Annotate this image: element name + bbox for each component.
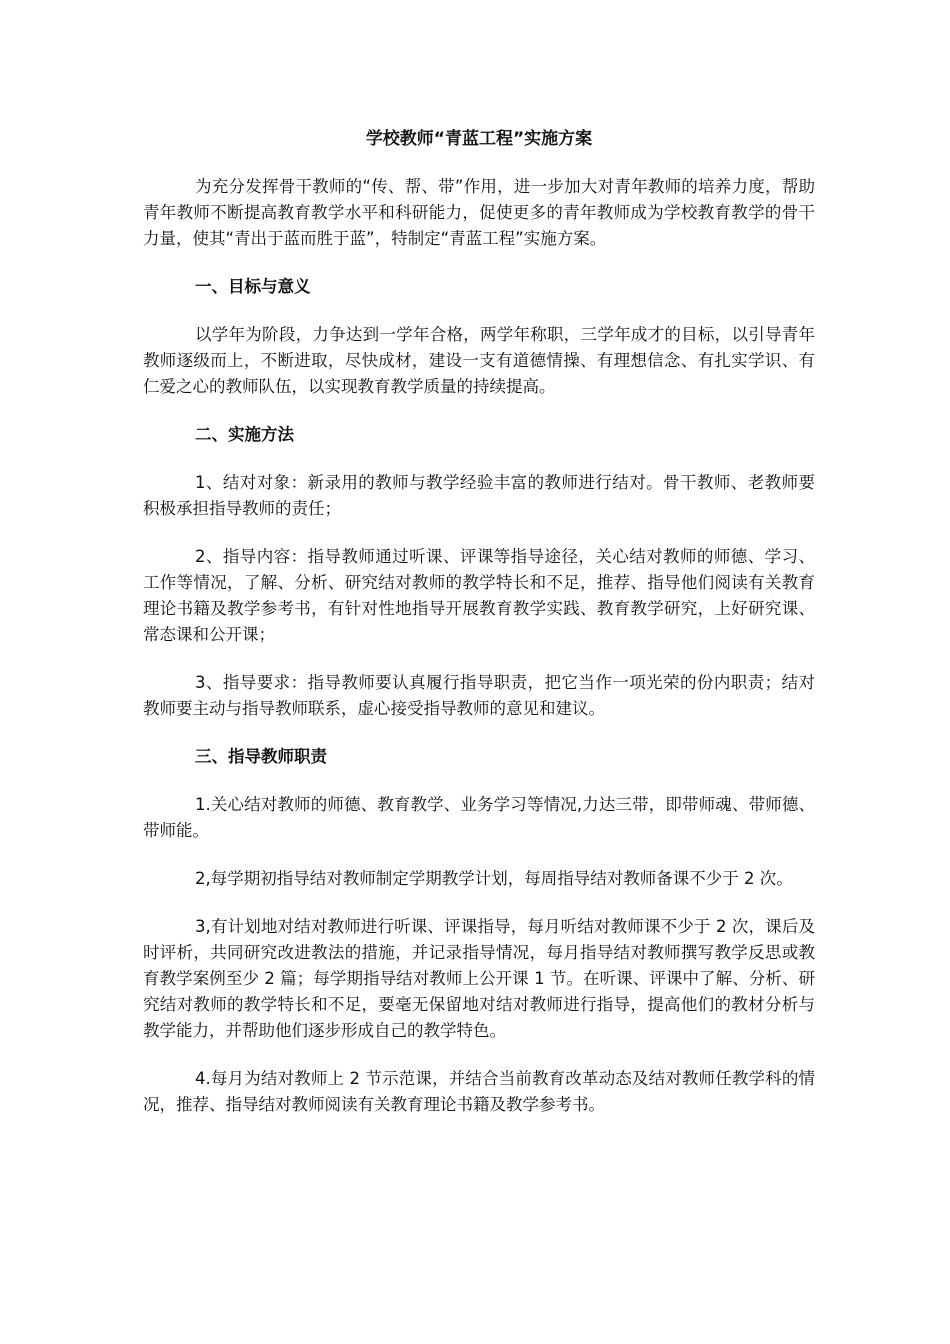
methods-paragraph-1: 1、结对对象：新录用的教师与教学经验丰富的教师进行结对。骨干教师、老教师要积极承担指导教师的责任；	[143, 473, 815, 518]
document-body	[143, 126, 815, 1140]
section-heading-duties: 三、指导教师职责	[195, 747, 327, 766]
duties-paragraph-1: 1.关心结对教师的师德、教育教学、业务学习等情况,力达三带，即带师魂、带师德、带师能。	[143, 795, 815, 840]
document-title: 学校教师“青蓝工程”实施方案	[365, 129, 593, 149]
goals-paragraph: 以学年为阶段，力争达到一学年合格，两学年称职，三学年成才的目标，以引导青年教师逐级而上，不断进取，尽快成材，建设一支有道德情操、有理想信念、有扎实学识、有仁爱之心的教师队伍，以实现教育教学质量的持续提高。	[143, 325, 815, 396]
duties-paragraph-2: 2,每学期初指导结对教师制定学期教学计划，每周指导结对教师备课不少于 2 次。	[195, 869, 793, 888]
intro-paragraph: 为充分发挥骨干教师的“传、帮、带”作用，进一步加大对青年教师的培养力度，帮助青年教师不断提高教育教学水平和科研能力，促使更多的青年教师成为学校教育教学的骨干力量，使其“青出于蓝而胜于蓝”，特制定“青蓝工程”实施方案。	[143, 177, 815, 248]
methods-paragraph-3: 3、指导要求：指导教师要认真履行指导职责，把它当作一项光荣的份内职责；结对教师要主动与指导教师联系，虚心接受指导教师的意见和建议。	[143, 673, 815, 718]
duties-paragraph-4: 4.每月为结对教师上 2 节示范课，并结合当前教育改革动态及结对教师任教学科的情况，推荐、指导结对教师阅读有关教育理论书籍及教学参考书。	[143, 1069, 815, 1114]
section-heading-methods: 二、实施方法	[195, 425, 294, 444]
section-heading-goals: 一、目标与意义	[195, 277, 311, 296]
methods-paragraph-2: 2、指导内容：指导教师通过听课、评课等指导途径，关心结对教师的师德、学习、工作等情况，了解、分析、研究结对教师的教学特长和不足，推荐、指导他们阅读有关教育理论书籍及教学参考书，有针对性地指导开展教育教学实践、教育教学研究，上好研究课、常态课和公开课；	[143, 547, 815, 644]
duties-paragraph-3: 3,有计划地对结对教师进行听课、评课指导，每月听结对教师课不少于 2 次，课后及时评析，共同研究改进教法的措施，并记录指导情况，每月指导结对教师撰写教学反思或教育教学案例至少 2 篇；每学期指导结对教师上公开课 1 节。在听课、评课中了解、分析、研究结对教师的教学特长和不足，要毫无保留地对结对教师进行指导，提高他们的教材分析与教学能力，并帮助他们逐步形成自己的教学特色。	[143, 917, 815, 1040]
